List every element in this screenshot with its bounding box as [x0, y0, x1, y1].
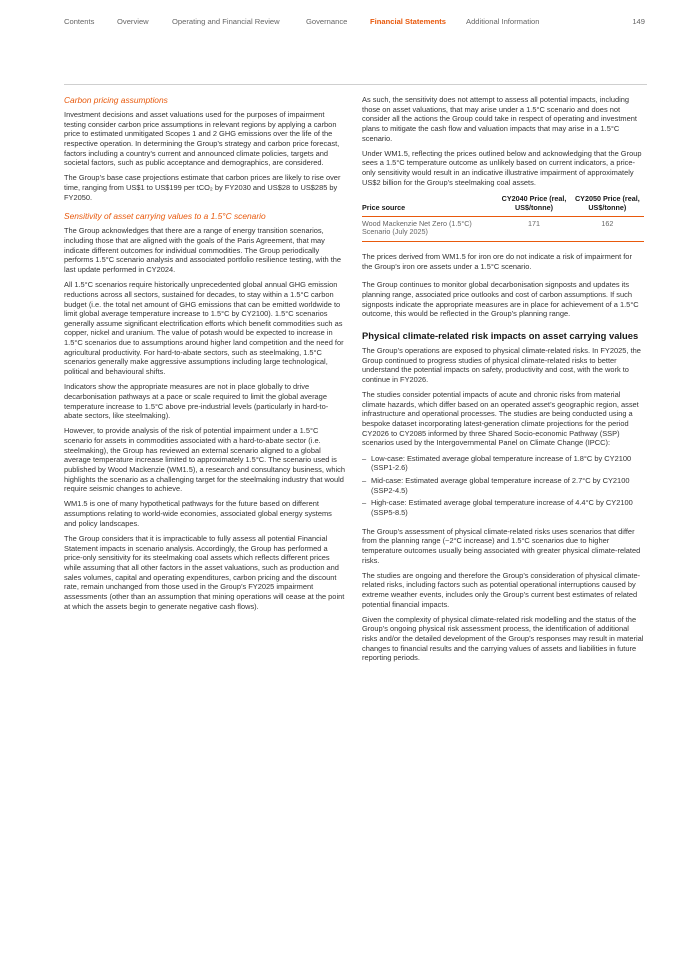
page-number: 149: [632, 17, 645, 26]
top-navigation: [0, 0, 679, 40]
table-cell: 162: [571, 216, 644, 242]
nav-operating-financial-review[interactable]: Operating and Financial Review: [172, 17, 280, 26]
nav-overview[interactable]: Overview: [117, 17, 149, 26]
paragraph: The Group considers that it is impracticable to fully assess all potential Financial Statement impacts in scenario analysis. Accordingly, the Group has performed a price-only sensitivity for its steelmaking coal assets which reflects different prices while assuming that all other factors in the asset valuations, such as production and sales volumes, capital and operating expenditures, carbon pricing and the discount rate, remain unchanged from those used in the Group’s FY2025 impairment assessments (other than an assumption that mining operations will cease at the point at which the assets begin to generate negative cash flows).: [64, 533, 345, 611]
list-item-text: Mid-case: Estimated average global temperature increase of 2.7°C by CY2100 (SSP2-4.5): [371, 475, 630, 495]
nav-additional-information[interactable]: Additional Information: [466, 17, 540, 26]
list-item: [362, 454, 644, 473]
column-header: Price source: [362, 193, 497, 216]
dash-bullet: –: [362, 453, 367, 463]
paragraph: The Group’s base case projections estimate that carbon prices are likely to rise over time, ranging from US$1 to US$199 per tCO₂ by FY2030 and US$28 to US$285 by FY2050.: [64, 173, 341, 202]
paragraph: Given the complexity of physical climate-related risk modelling and the status of the Group’s ongoing physical risk assessment process, the identification of additional risks and/or the detailed development of the Group’s responses may result in material changes to financial results and the carrying values of assets and liabilities in future reporting periods.: [362, 614, 644, 663]
column-header: CY2040 Price (real, US$/tonne): [497, 193, 570, 216]
paragraph: The Group’s assessment of physical climate-related risks uses scenarios that differ from the planning range (~2°C increase) and 1.5°C scenarios due to higher temperature outcomes usually being associated with greater physical climate-related risks.: [362, 526, 641, 565]
table-cell: 171: [497, 216, 570, 242]
header-divider: [64, 84, 647, 85]
paragraph: All 1.5°C scenarios require historically unprecedented global annual GHG emission reductions across all sectors, sustained for decades, to stay within a 1.5°C carbon budget (i.e. the total net amount of GHG emissions that can be emitted worldwide to limit global average temperature increase to 1.5°C by CY2100). 1.5°C scenarios generally assume significant electrification efforts which benefit commodities such as copper, nickel and uranium. The value of potash would be expected to increase in 1.5°C scenarios due to assumptions around higher land competition and the need for agricultural productivity. For hard-to-abate sectors, such as steelmaking, 1.5°C scenarios generally make aggressive assumptions including large technological, political and behavioural shifts.: [64, 280, 344, 377]
paragraph: Under WM1.5, reflecting the prices outlined below and acknowledging that the Group sees a 1.5°C temperature outcome as unlikely based on current indicators, a price-only sensitivity would result in an indicative illustrative impairment of approximately US$2 billion for the Group’s steelmaking coal assets.: [362, 148, 642, 187]
list-item: [362, 498, 644, 517]
scenario-list: [362, 454, 644, 518]
right-column: [362, 95, 644, 669]
paragraph: Indicators show the appropriate measures are not in place globally to drive decarbonisation pathways at a pace or scale required to limit the global average temperature increase to 1.5°C above pre-industrial levels (particularly in hard-to-abate sectors, like steelmaking).: [64, 382, 329, 421]
price-table: [362, 193, 644, 242]
table-header-row: [362, 193, 644, 216]
list-item-text: High-case: Estimated average global temperature increase of 4.4°C by CY2100 (SSP5-8.5): [371, 498, 633, 517]
list-item: [362, 476, 644, 495]
table-cell: Wood Mackenzie Net Zero (1.5°C) Scenario (July 2025): [362, 216, 497, 242]
heading-sensitivity: Sensitivity of asset carrying values to a 1.5°C scenario: [64, 211, 266, 222]
left-column: [64, 95, 345, 617]
nav-contents[interactable]: Contents: [64, 17, 95, 26]
paragraph: The Group’s operations are exposed to physical climate-related risks. In FY2025, the Group continued to progress studies of physical climate-related risks to better understand the potential impacts on safety, productivity and cost, with the work to continue in FY2026.: [362, 346, 641, 384]
table-row: [362, 216, 644, 242]
paragraph: However, to provide analysis of the risk of potential impairment under a 1.5°C scenario for assets in commodities associated with a hard-to-abate sector (i.e. steelmaking), the Group has reviewed an external scenario aligned to a global average temperature increase limited to approximately 1.5°C. The scenario used is published by Wood Mackenzie (WM1.5), a research and consultancy business, which highlights the scenario as a challenging target for the steelmaking industry that would require seismic changes to achieve.: [64, 426, 345, 494]
paragraph: The Group acknowledges that there are a range of energy transition scenarios, including those that are aligned with the goals of the Paris Agreement, that may indicate different outcomes for individual commodities. The Group periodically performs 1.5°C scenario analysis and associated portfolio resilience testing, with the last update performed in CY2024.: [64, 226, 342, 275]
nav-governance[interactable]: Governance: [306, 17, 348, 26]
list-item-text: Low-case: Estimated average global temperature increase of 1.8°C by CY2100 (SSP1-2.6): [371, 453, 632, 473]
heading-carbon-pricing: Carbon pricing assumptions: [64, 95, 168, 105]
heading-physical-risk: Physical climate-related risk impacts on asset carrying values: [362, 330, 639, 342]
dash-bullet: –: [362, 475, 367, 485]
dash-bullet: –: [362, 498, 367, 508]
paragraph: The Group continues to monitor global decarbonisation signposts and updates its planning range, associated price outlooks and cost of carbon assumptions. If such signposts indicate the appropriate measures are in place for achievement of a 1.5°C outcome, this would be reflected in the Group’s planning range.: [362, 280, 639, 319]
paragraph: Investment decisions and asset valuations used for the purposes of impairment testing consider carbon price assumptions in relevant regions by applying a carbon price to estimated unmitigated Scopes 1 and 2 GHG emissions over the life of the respective operation. In determining the Group’s strategy and carbon price forecast, factors including a country’s current and announced climate policies, targets and societal factors, such as public acceptance and demographics, are considered.: [64, 110, 340, 168]
nav-financial-statements[interactable]: Financial Statements: [370, 17, 446, 26]
paragraph: The studies consider potential impacts of acute and chronic risks from material climate hazards, which differ based on an operated asset’s geographic region, asset infrastructure and operational processes. The studies are being conducted using a bespoke dataset incorporating latest-generation climate projections for the period CY2026 to CY2085 informed by three Shared Socio-economic Pathway (SSP) scenarios used by the Intergovernmental Panel on Climate Change (IPCC):: [362, 390, 639, 448]
paragraph: As such, the sensitivity does not attempt to assess all potential impacts, including those on asset valuations, that may arise under a 1.5°C scenario and does not consider all the actions the Group could take in respect of operating and investment plans to mitigate the cash flow and valuation impacts that may arise in a 1.5°C scenario.: [362, 95, 637, 143]
paragraph: WM1.5 is one of many hypothetical pathways for the future based on different assumptions relating to world-wide economies, associated global energy systems and policy landscapes.: [64, 499, 332, 528]
column-header: CY2050 Price (real, US$/tonne): [571, 193, 644, 216]
paragraph: The studies are ongoing and therefore the Group’s consideration of physical climate-related risks, including factors such as potential operational interruptions caused by extreme weather events, includes only the Group’s current best estimates of related potential financial impacts.: [362, 570, 641, 609]
paragraph: The prices derived from WM1.5 for iron ore do not indicate a risk of impairment for the Group’s iron ore assets under a 1.5°C scenario.: [362, 252, 632, 271]
